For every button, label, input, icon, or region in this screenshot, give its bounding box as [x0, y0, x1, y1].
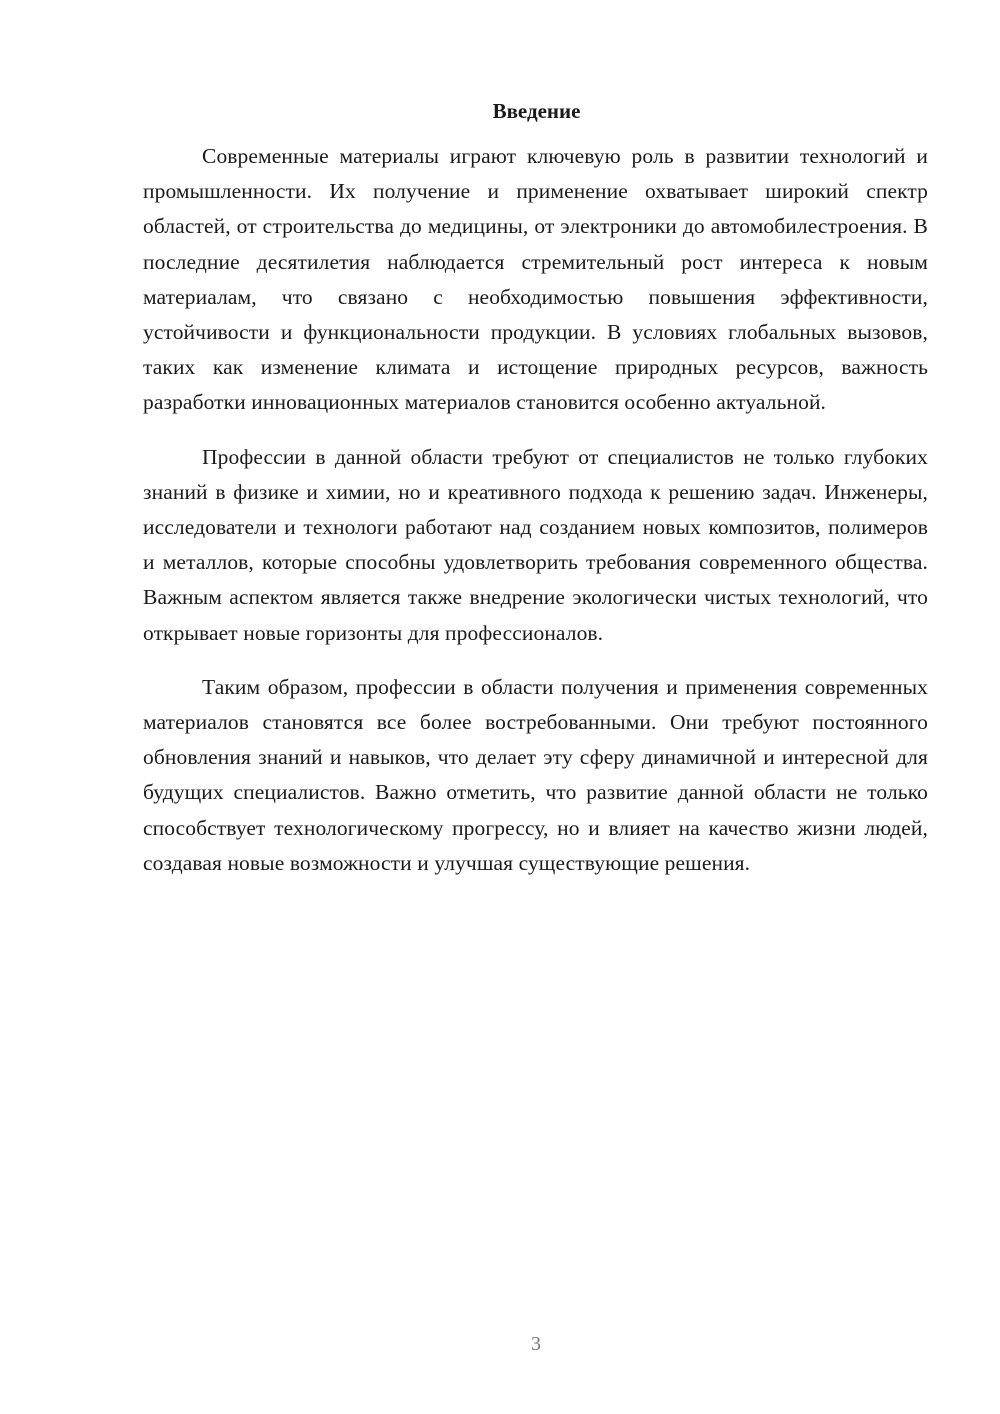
page-title: Введение [492, 99, 581, 123]
paragraph: Профессии в данной области требуют от специалистов не только глубоких знаний в физике и химии, но и креативного подхода к решению задач. Инженеры, исследователи и технологи работают над созданием новых композитов, полимеров и металлов, которые способны удовлетворить требования современного общества. Важным аспектом является также внедрение экологически чистых технологий, что открывает новые горизонты для профессионалов. [143, 444, 928, 645]
page-number: 3 [531, 1333, 541, 1355]
page-content [143, 94, 928, 900]
paragraph: Современные материалы играют ключевую роль в развитии технологий и промышленности. Их получение и применение охватывает широкий спектр областей, от строительства до медицины, от электроники до автомобилестроения. В последние десятилетия наблюдается стремительный рост интереса к новым материалам, что связано с необходимостью повышения эффективности, устойчивости и функциональности продукции. В условиях глобальных вызовов, таких как изменение климата и истощение природных ресурсов, важность разработки инновационных материалов становится особенно актуальной. [143, 144, 928, 415]
paragraph: Таким образом, профессии в области получения и применения современных материалов становятся все более востребованными. Они требуют постоянного обновления знаний и навыков, что делает эту сферу динамичной и интересной для будущих специалистов. Важно отметить, что развитие данной области не только способствует технологическому прогрессу, но и влияет на качество жизни людей, создавая новые возможности и улучшая существующие решения. [143, 674, 928, 875]
